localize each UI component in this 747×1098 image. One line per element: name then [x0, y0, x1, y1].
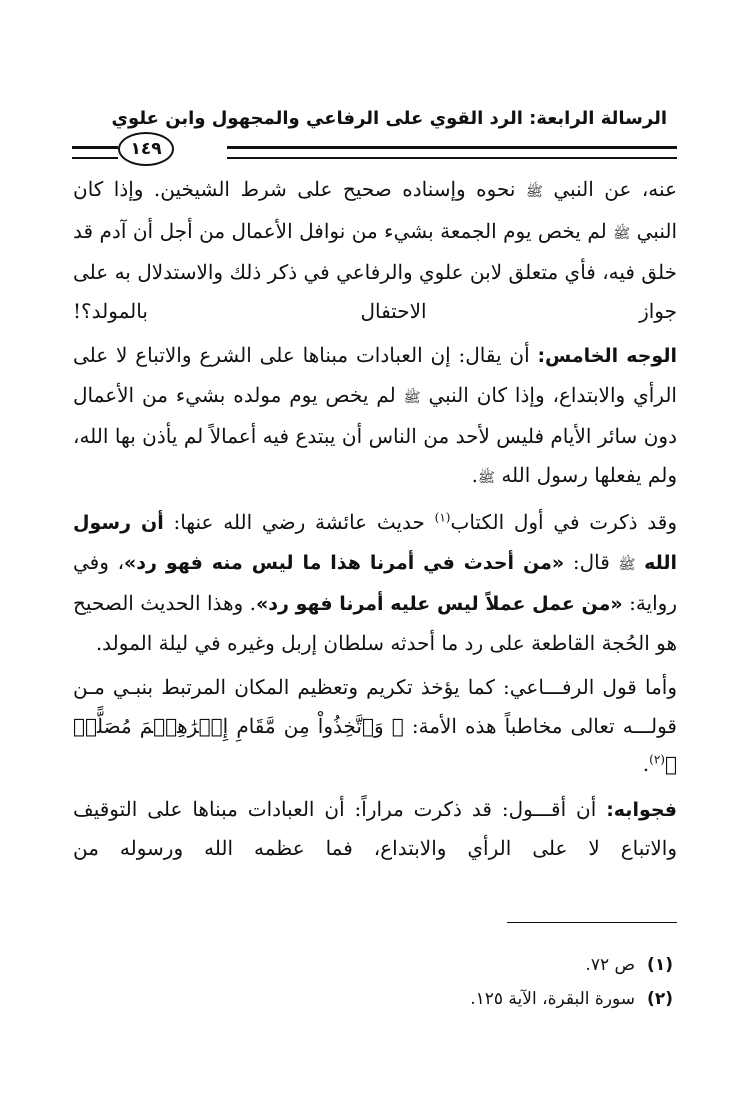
- salawat-glyph: ﷺ: [613, 225, 631, 242]
- hadith-quote: «من أحدث في أمرنا هذا ما ليس منه فهو رد»: [124, 551, 565, 574]
- paragraph-4: [73, 668, 677, 784]
- text-run: لم يخص يوم الجمعة بشيء من نوافل الأعمال من أجل أن آدم قد خلق فيه، فأي متعلق لابن علوي والرفاعي في ذكر ذلك والاستدلال به على جواز الاحتفال بالمولد؟!: [73, 218, 677, 323]
- footnote-ref-2[interactable]: (٢): [649, 752, 665, 767]
- text-run: .: [642, 752, 650, 776]
- footnote-text: سورة البقرة، الآية ١٢٥.: [470, 989, 636, 1009]
- footnote-number: (١): [647, 955, 673, 975]
- footnote-divider: [507, 922, 677, 923]
- text-run: .: [471, 462, 479, 487]
- salawat-glyph: ﷺ: [525, 184, 543, 200]
- salawat-glyph: ﷺ: [403, 389, 421, 406]
- footnote-2: [73, 982, 673, 1016]
- salawat-glyph: ﷺ: [478, 469, 495, 486]
- section-lead: فجوابه:: [606, 798, 678, 821]
- text-run-bold: أن رسول الله: [73, 512, 678, 574]
- salawat-glyph: ﷺ: [618, 556, 636, 573]
- page-number: ١٤٩: [118, 132, 174, 166]
- text-run: وقد ذكرت في أول الكتاب: [450, 510, 678, 534]
- text-run: أن يقال: إن العبادات مبناها على الشرع والاتباع لا على الرأي والابتداع، وإذا كان النبي: [73, 343, 677, 407]
- header-rule: [227, 146, 677, 159]
- footnote-number: (٢): [647, 989, 673, 1009]
- hadith-quote: «من عمل عملاً ليس عليه أمرنا فهو رد»: [256, 593, 623, 615]
- text-run: . وهذا الحديث الصحيح هو الحُجة القاطعة على رد ما أحدثه سلطان إربل وغيره في ليلة المولد.: [73, 591, 677, 655]
- footnote-text: ص ٧٢.: [585, 955, 636, 975]
- footnotes: [73, 948, 673, 1016]
- text-run: أن أقـــول: قد ذكرت مراراً: أن العبادات مبناها على التوقيف والاتباع لا على الرأي والابتداع، فما عظمه الله ورسوله من: [73, 796, 677, 860]
- text-run: قال:: [572, 549, 610, 574]
- footnote-1: [73, 948, 673, 982]
- paragraph-2: [73, 336, 677, 497]
- paragraph-5: [73, 790, 677, 868]
- quran-verse: ﴿ وَٱتَّخِذُواْ مِن مَّقَامِ إِبۡرَٰهِـۧمَ مُصَلًّىۖ ﴾: [73, 713, 677, 776]
- body-text: [73, 170, 677, 868]
- footnote-ref-1[interactable]: (١): [434, 510, 451, 525]
- paragraph-1: [73, 170, 677, 330]
- text-run: حديث عائشة رضي الله عنها:: [173, 510, 425, 534]
- text-run: نحوه وإسناده صحيح على شرط الشيخين. وإذا كان النبي: [73, 177, 678, 243]
- header-title: الرسالة الرابعة: الرد القوي على الرفاعي والمجهول وابن علوي: [111, 108, 667, 129]
- text-run: لم يخص يوم مولده بشيء من الأعمال دون سائر الأيام فليس لأحد من الناس أن يبتدع فيه أعمالاً لم يأذن بها الله، ولم يفعلها رسول الله: [73, 382, 677, 487]
- section-lead: الوجه الخامس:: [537, 345, 677, 367]
- text-run: ، وفي رواية:: [73, 549, 677, 615]
- header-rule-left: [72, 146, 118, 159]
- text-run: عنه، عن النبي: [553, 177, 677, 201]
- paragraph-3: [73, 503, 677, 662]
- text-run: وأما قول الرفـــاعي: كما يؤخذ تكريم وتعظيم المكان المرتبط بنبـي مـن قولـــه تعالى مخاطباً هذه الأمة:: [73, 675, 677, 738]
